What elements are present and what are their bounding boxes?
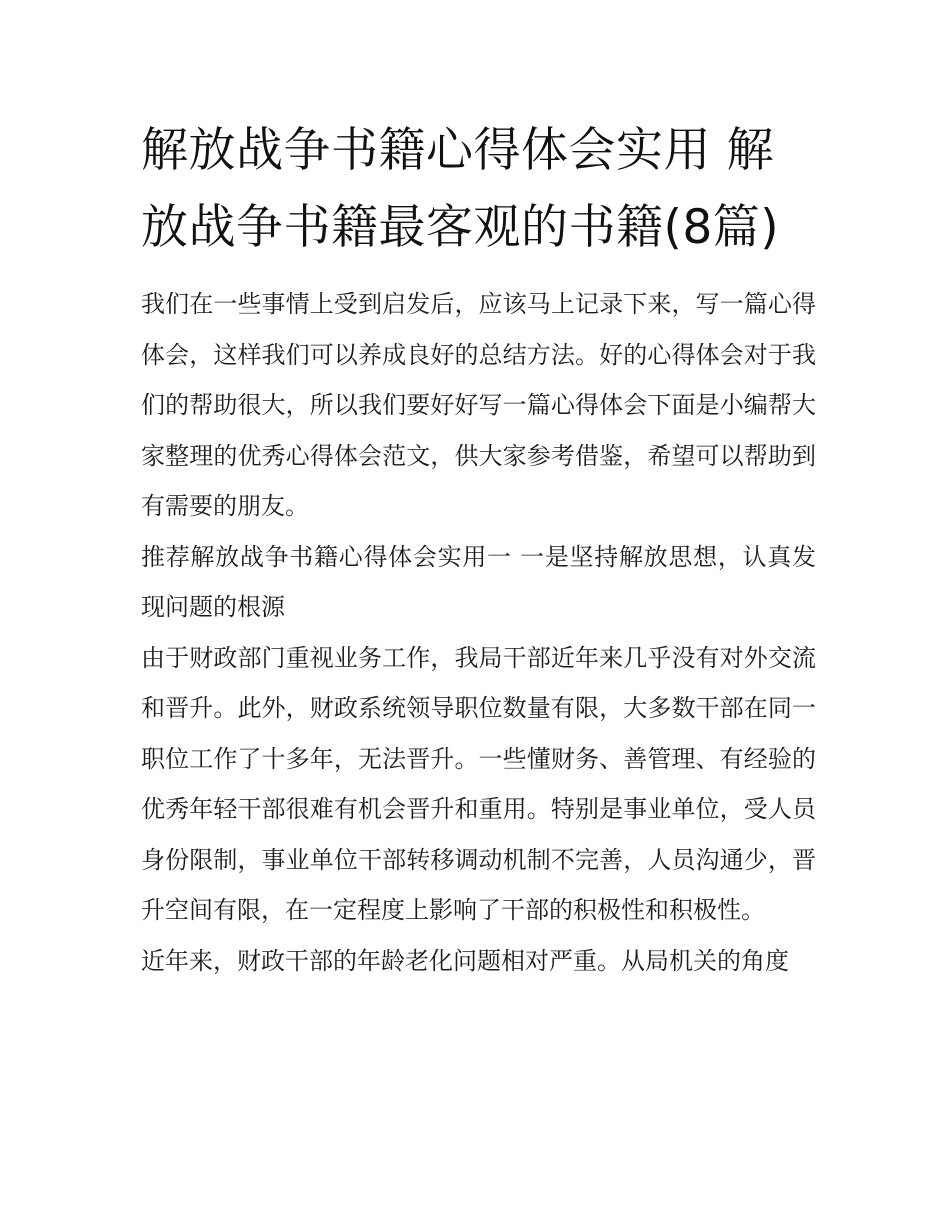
body-paragraph: 由于财政部门重视业务工作，我局干部近年来几乎没有对外交流和晋升。此外，财政系统领导职位数量有限，大多数干部在同一职位工作了十多年，无法晋升。一些懂财务、善管理、有经验的优秀年轻干部很难有机会晋升和重用。特别是事业单位，受人员身份限制，事业单位干部转移调动机制不完善，人员沟通少，晋升空间有限，在一定程度上影响了干部的积极性和积极性。 xyxy=(141,643,816,924)
document-content xyxy=(141,112,816,986)
intro-paragraph: 我们在一些事情上受到启发后，应该马上记录下来，写一篇心得体会，这样我们可以养成良好的总结方法。好的心得体会对于我们的帮助很大，所以我们要好好写一篇心得体会下面是小编帮大家整理的优秀心得体会范文，供大家参考借鉴，希望可以帮助到有需要的朋友。 xyxy=(141,290,816,520)
body-paragraph-continued: 近年来，财政干部的年龄老化问题相对严重。从局机关的角度 xyxy=(141,946,789,975)
section-heading-paragraph: 推荐解放战争书籍心得体会实用一 一是坚持解放思想，认真发现问题的根源 xyxy=(141,542,816,621)
document-title: 解放战争书籍心得体会实用 解放战争书籍最客观的书籍(8篇) xyxy=(141,123,780,255)
